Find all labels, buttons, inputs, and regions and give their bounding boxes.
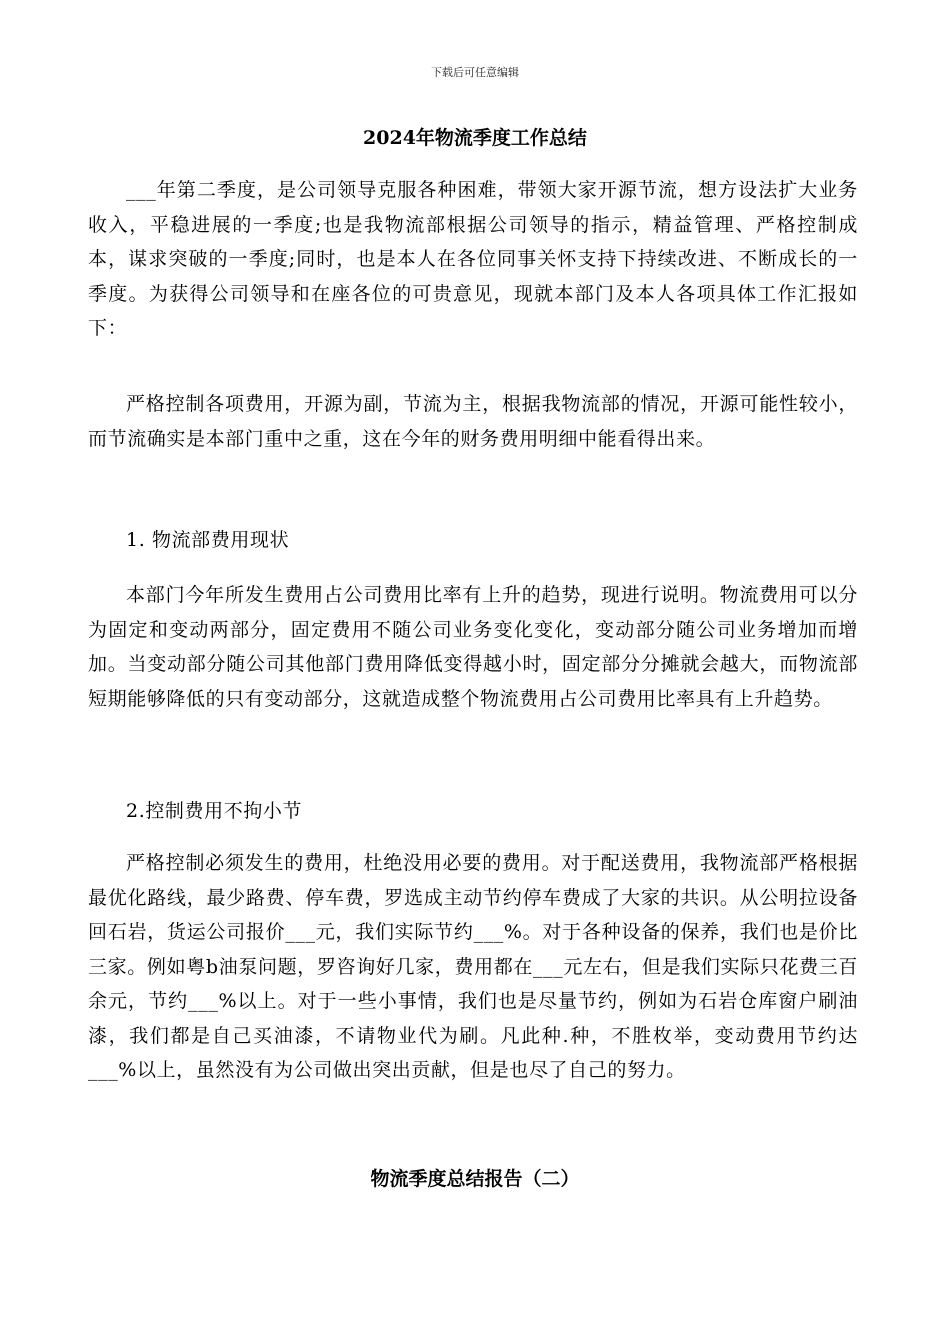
section-heading-1: 1. 物流部费用现状 bbox=[126, 529, 290, 551]
page-header-note: 下载后可任意编辑 bbox=[431, 66, 519, 79]
next-report-title: 物流季度总结报告（二） bbox=[370, 1168, 580, 1190]
cost-control-paragraph: 严格控制各项费用，开源为副，节流为主，根据我物流部的情况，开源可能性较小，而节流确实是本部门重中之重，这在今年的财务费用明细中能看得出来。 bbox=[88, 393, 858, 450]
section-body-1: 本部门今年所发生费用占公司费用比率有上升的趋势，现进行说明。物流费用可以分为固定和变动两部分，固定费用不随公司业务变化变化，变动部分随公司业务增加而增加。当变动部分随公司其他部门费用降低变得越小时，固定部分分摊就会越大，而物流部短期能够降低的只有变动部分，这就造成整个物流费用占公司费用比率具有上升趋势。 bbox=[88, 584, 858, 710]
intro-paragraph: ___年第二季度，是公司领导克服各种困难，带领大家开源节流，想方设法扩大业务收入，平稳进展的一季度;也是我物流部根据公司领导的指示，精益管理、严格控制成本，谋求突破的一季度;同时，也是本人在各位同事关怀支持下持续改进、不断成长的一季度。为获得公司领导和在座各位的可贵意见，现就本部门及本人各项具体工作汇报如下： bbox=[88, 179, 858, 339]
section-heading-2: 2.控制费用不拘小节 bbox=[126, 800, 303, 822]
section-body-2: 严格控制必须发生的费用，杜绝没用必要的费用。对于配送费用，我物流部严格根据最优化路线，最少路费、停车费，罗选成主动节约停车费成了大家的共识。从公明拉设备回石岩，货运公司报价___元，我们实际节约___%。对于各种设备的保养，我们也是价比三家。例如粤b油泵问题，罗咨询好几家，费用都在___元左右，但是我们实际只花费三百余元，节约___%以上。对于一些小事情，我们也是尽量节约，例如为石岩仓库窗户刷油漆，我们都是自己买油漆，不请物业代为刷。凡此种.种，不胜枚举，变动费用节约达___%以上，虽然没有为公司做出突出贡献，但是也尽了自己的努力。 bbox=[88, 852, 858, 1081]
document-title: 2024年物流季度工作总结 bbox=[363, 127, 587, 149]
